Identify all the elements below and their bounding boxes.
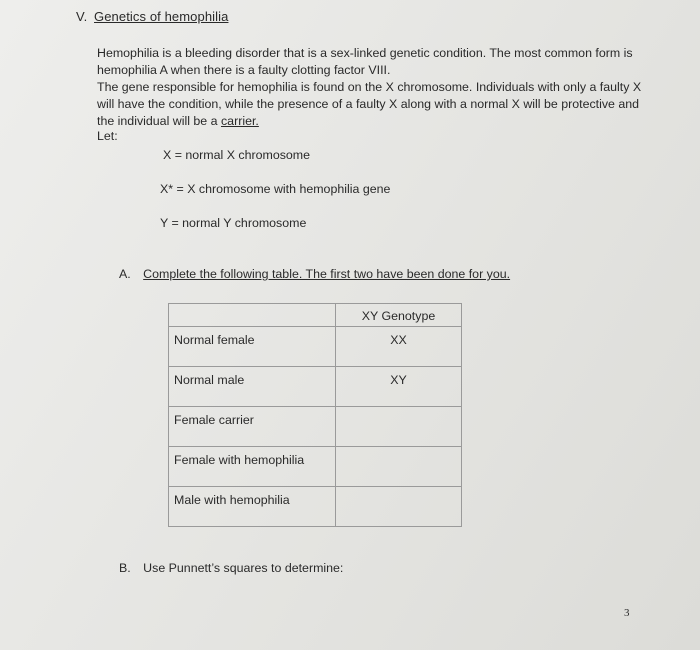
- table-row: [169, 407, 462, 447]
- question-a-text: Complete the following table. The first two have been done for you.: [143, 267, 511, 281]
- table-header-empty: [169, 304, 336, 327]
- genotype-value: [336, 407, 461, 413]
- genotype-value: XX: [390, 333, 407, 347]
- carrier-term: carrier.: [220, 114, 259, 128]
- intro-text-2: [97, 79, 642, 130]
- section-title: Genetics of hemophilia: [94, 9, 229, 24]
- intro-text-1: Hemophilia is a bleeding disorder that is a sex-linked genetic condition. The most common form is hemophilia A when there is a faulty clotting factor VIII.: [97, 46, 633, 77]
- genotype-cell[interactable]: [336, 367, 462, 407]
- table-header-row: [169, 304, 462, 327]
- row-label: [169, 487, 336, 527]
- genotype-cell[interactable]: [336, 327, 462, 367]
- genotype-cell[interactable]: [336, 487, 462, 527]
- row-label-text: Male with hemophilia: [174, 493, 290, 507]
- question-a: [119, 267, 510, 281]
- table-row: [169, 367, 462, 407]
- table-row: [169, 487, 462, 527]
- let-label: Let:: [97, 129, 118, 143]
- question-b: [119, 561, 343, 575]
- definition-normal-x: X = normal X chromosome: [163, 148, 311, 162]
- definition-normal-y: Y = normal Y chromosome: [160, 216, 307, 230]
- page-number: 3: [624, 607, 630, 619]
- genotype-value: [336, 447, 461, 453]
- table-row: [169, 447, 462, 487]
- row-label-text: Female with hemophilia: [174, 453, 305, 467]
- row-label-text: Normal female: [174, 333, 255, 347]
- table-header-text: XY Genotype: [361, 309, 436, 323]
- question-b-letter: B.: [119, 561, 131, 575]
- row-label-text: Normal male: [174, 373, 245, 387]
- intro-paragraph: [97, 45, 642, 130]
- genotype-cell[interactable]: [336, 407, 462, 447]
- row-label: [169, 407, 336, 447]
- row-label: [169, 327, 336, 367]
- section-heading: [76, 9, 228, 24]
- table-row: [169, 327, 462, 367]
- question-b-text: Use Punnett’s squares to determine:: [143, 561, 344, 575]
- table-header-genotype: [336, 304, 462, 327]
- row-label: [169, 367, 336, 407]
- section-number: V.: [76, 9, 88, 24]
- genotype-cell[interactable]: [336, 447, 462, 487]
- genotype-value: XY: [390, 373, 407, 387]
- question-a-letter: A.: [119, 267, 131, 281]
- genotype-value: [336, 487, 461, 493]
- row-label: [169, 447, 336, 487]
- row-label-text: Female carrier: [174, 413, 254, 427]
- intro-text-2-main: The gene responsible for hemophilia is found on the X chromosome. Individuals with only a faulty X will have the condition, while the presence of a faulty X along with a normal X will be protective and the individual will be a: [97, 80, 642, 128]
- genotype-table: [168, 303, 462, 527]
- definition-hemophilia-x: X* = X chromosome with hemophilia gene: [160, 182, 391, 196]
